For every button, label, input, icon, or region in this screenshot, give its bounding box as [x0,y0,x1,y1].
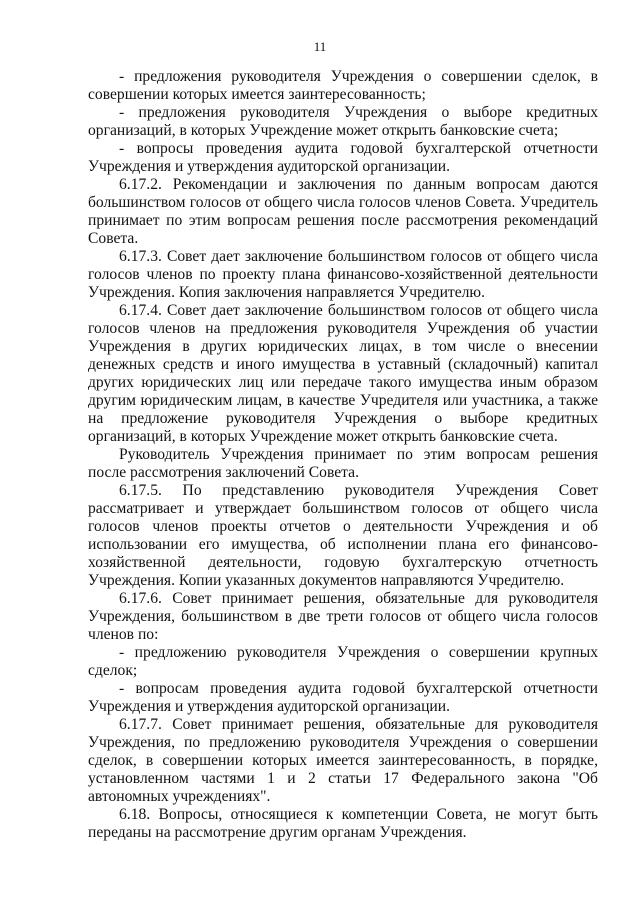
paragraph-10: - предложению руководителя Учреждения о совершении крупных сделок; [88,644,598,679]
paragraph-8: 6.17.5. По представлению руководителя Учреждения Совет рассматривает и утверждает большинством голосов от общего числа голосов членов проекты отчетов о деятельности Учреждения и об использовании его имущества, об исполнении плана его финансово-хозяйственной деятельности, годовую бухгалтерскую отчетность Учреждения. Копии указанных документов направляются Учредителю. [88,482,598,589]
paragraph-7: Руководитель Учреждения принимает по этим вопросам решения после рассмотрения заключений Совета. [88,446,598,481]
paragraph-6: 6.17.4. Совет дает заключение большинством голосов от общего числа голосов членов на предложения руководителя Учреждения об участии Учреждения в других юридических лицах, в том числе о внесении денежных средств и иного имущества в уставный (складочный) капитал других юридических лиц или передаче такого имущества иным образом другим юридическим лицам, в качестве Учредителя или участника, а также на предложение руководителя Учреждения о выборе кредитных организаций, в которых Учреждение может открыть банковские счета. [88,302,598,445]
paragraph-2: - предложения руководителя Учреждения о выборе кредитных организаций, в которых Учреждение может открыть банковские счета; [88,104,598,139]
paragraph-11: - вопросам проведения аудита годовой бухгалтерской отчетности Учреждения и утверждения аудиторской организации. [88,680,598,715]
page-number: 11 [313,39,327,54]
paragraph-12: 6.17.7. Совет принимает решения, обязательные для руководителя Учреждения, по предложению руководителя Учреждения о совершении сделок, в совершении которых имеется заинтересованность, в порядке, установленном частями 1 и 2 статьи 17 Федерального закона "Об автономных учреждениях". [88,716,598,805]
paragraph-4: 6.17.2. Рекомендации и заключения по данным вопросам даются большинством голосов от общего числа голосов членов Совета. Учредитель принимает по этим вопросам решения после рассмотрения рекомендаций Совета. [88,176,598,247]
paragraph-3: - вопросы проведения аудита годовой бухгалтерской отчетности Учреждения и утверждения аудиторской организации. [88,140,598,175]
paragraph-1: - предложения руководителя Учреждения о совершении сделок, в совершении которых имеется заинтересованность; [88,68,598,103]
paragraph-9: 6.17.6. Совет принимает решения, обязательные для руководителя Учреждения, большинством в две трети голосов от общего числа голосов членов по: [88,590,598,643]
paragraph-13: 6.18. Вопросы, относящиеся к компетенции Совета, не могут быть переданы на рассмотрение другим органам Учреждения. [88,806,598,841]
document-body [88,68,598,842]
paragraph-5: 6.17.3. Совет дает заключение большинством голосов от общего числа голосов членов по проекту плана финансово-хозяйственной деятельности Учреждения. Копия заключения направляется Учредителю. [88,248,598,301]
